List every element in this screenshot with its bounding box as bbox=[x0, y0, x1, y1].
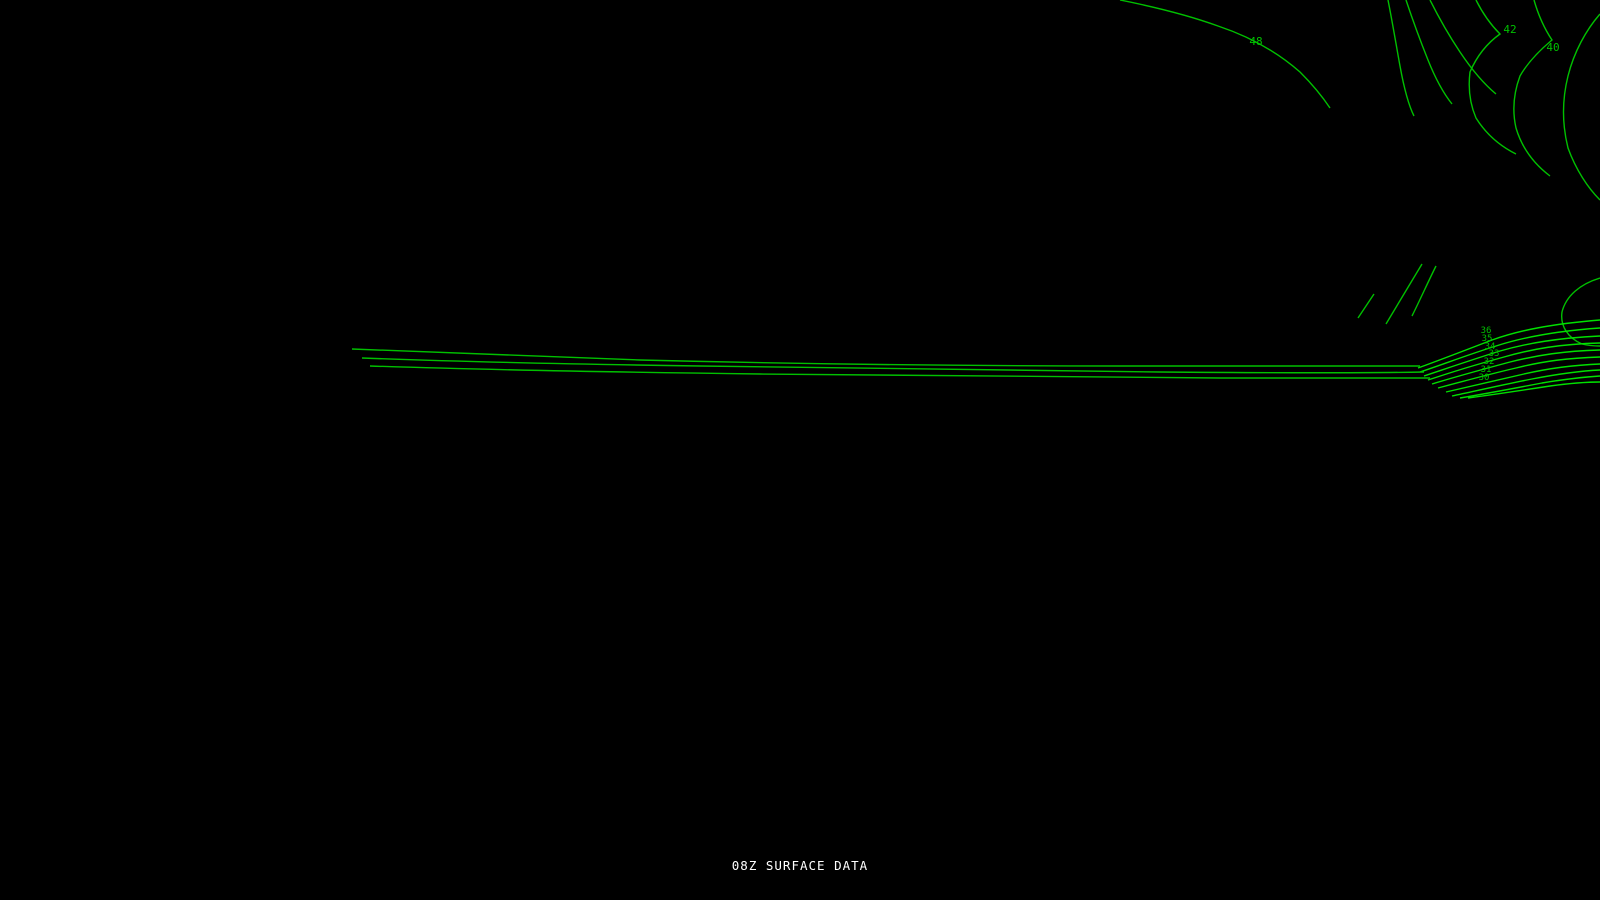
contour-line bbox=[1388, 0, 1414, 116]
contour-value-label: 34 bbox=[1484, 342, 1496, 352]
contour-line bbox=[352, 349, 1420, 366]
contour-path-group bbox=[352, 0, 1600, 398]
contour-value-label: 40 bbox=[1546, 41, 1560, 54]
contour-value-label: 32 bbox=[1483, 357, 1495, 367]
contour-line bbox=[1358, 294, 1374, 318]
caption-text: 08Z SURFACE DATA bbox=[731, 858, 869, 873]
contour-line bbox=[1386, 264, 1422, 324]
contour-value-label: 48 bbox=[1249, 35, 1263, 48]
contour-label-group bbox=[1249, 23, 1559, 383]
contour-value-label: 31 bbox=[1480, 365, 1492, 375]
contour-line bbox=[1514, 0, 1552, 176]
contour-value-label: 42 bbox=[1503, 23, 1517, 36]
contour-value-label: 35 bbox=[1481, 334, 1493, 344]
contour-value-label: 30 bbox=[1478, 373, 1490, 383]
contour-line bbox=[1120, 0, 1330, 108]
contour-value-label: 33 bbox=[1488, 349, 1500, 359]
contour-value-label: 36 bbox=[1480, 326, 1492, 336]
contour-line bbox=[1564, 14, 1600, 200]
contour-line bbox=[1406, 0, 1452, 104]
